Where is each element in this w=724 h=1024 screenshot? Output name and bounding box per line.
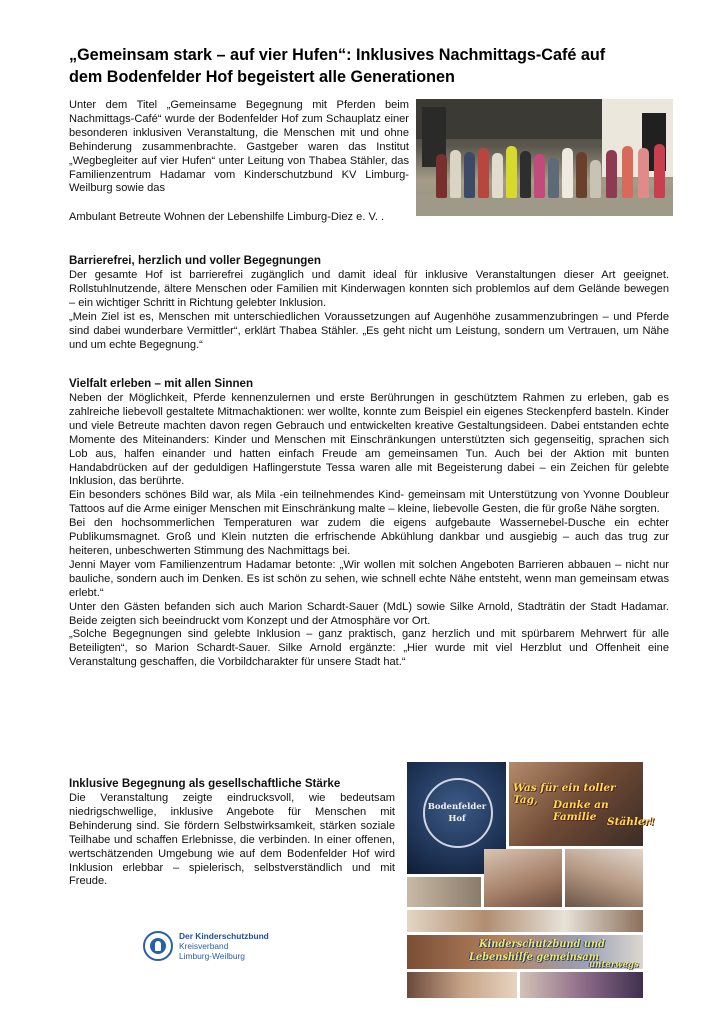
photo-person — [622, 146, 633, 198]
photo-person — [506, 146, 517, 198]
child-protection-icon — [143, 931, 173, 961]
photo-person — [450, 150, 461, 198]
logo-wordmark — [179, 931, 269, 961]
section-inklusive-begegnung — [69, 777, 395, 889]
collage-caption: Kinderschutzbund und — [479, 939, 605, 950]
section-heading: Barrierefrei, herzlich und voller Begegnungen — [69, 254, 321, 267]
photo-person — [436, 154, 447, 198]
section-vielfalt — [69, 377, 669, 670]
group-photo — [416, 99, 673, 216]
photo-person — [534, 154, 545, 198]
shirt-logo-text: Hof — [448, 814, 466, 824]
shirt-logo-text: Bodenfelder — [427, 802, 487, 812]
photo-collage — [407, 762, 655, 998]
article-title — [69, 44, 669, 88]
kinderschutzbund-logo — [143, 931, 313, 961]
collage-photo — [565, 849, 643, 907]
section-paragraph: Neben der Möglichkeit, Pferde kennenzulernen und erste Berührungen in geschütztem Rahmen zu erleben, gab es zahlreiche liebevoll gestaltete Mitmachaktionen: wer wollte, konnte zum Beispiel ein eigenes Steckenpferd basteln. Kinder und viele Betreute machten davon regen Gebrauch und entwickelten kreative Gestaltungsideen. Dabei entstanden echte Momente des Miteinanders: Kinder und Menschen mit Einschränkungen unterstützten sich gegenseitig, sprachen sich Lob aus, halfen einander und hatten einfach Freude am gemeinsamen Tun. Auch bei der Aktion mit bunten Handabdrücken auf der geduldigen Haflingerstute Tessa waren alle mit Begeisterung dabei – ein Zeichen für gelebte Inklusion, das berührte. — [69, 392, 669, 488]
section-paragraph: Bei den hochsommerlichen Temperaturen war zudem die eigens aufgebaute Wassernebel-Dusche ein echter Publikumsmagnet. Groß und Klein nutzten die erfrischende Abkühlung dankbar und ausgiebig – auch das trug zur heiteren, unbeschwerten Stimmung des Nachmittags bei. — [69, 517, 669, 557]
horseshoe-logo-ring — [423, 778, 493, 848]
title-line-2: dem Bodenfelder Hof begeistert alle Generationen — [69, 68, 455, 86]
photo-person — [520, 151, 531, 198]
photo-person — [478, 148, 489, 198]
collage-caption: Was für ein toller Tag, — [513, 782, 616, 806]
collage-caption: Stähler! — [607, 816, 655, 828]
collage-thanks-photo — [509, 762, 655, 846]
collage-photo — [407, 910, 643, 932]
section-paragraph: Die Veranstaltung zeigte eindrucksvoll, wie bedeutsam niedrigschwellige, inklusive Angebote für Menschen mit Behinderung sind. Sie fördern Selbstwirksamkeit, stärken soziale Teilhabe und schaffen Erlebnisse, die verbinden. In einer offenen, wertschätzenden Umgebung wie auf dem Bodenfelder Hof wird Inklusion erlebbar – spielerisch, selbstverständlich und mit Freude. — [69, 792, 395, 888]
section-heading: Vielfalt erleben – mit allen Sinnen — [69, 377, 254, 390]
section-paragraph: „Mein Ziel ist es, Menschen mit unterschiedlichen Voraussetzungen auf Augenhöhe zusammenzubringen – und Pferde sind dabei wunderbare Vermittler“, erklärt Thabea Stähler. „Es geht nicht um Leistung, sondern um Vertrauen, um Nähe und um echte Begegnung.“ — [69, 310, 669, 351]
section-paragraph: Der gesamte Hof ist barrierefrei zugänglich und damit ideal für inklusive Veranstaltungen dieser Art geeignet. Rollstuhlnutzende, ältere Menschen oder Familien mit Kinderwagen konnten sich problemlos auf dem Gelände bewegen – ein wichtiger Schritt in Richtung gelebter Inklusion. — [69, 269, 669, 309]
intro-paragraph: Unter dem Titel „Gemeinsame Begegnung mit Pferden beim Nachmittags-Café“ wurde der Bodenfelder Hof zum Schauplatz einer besonderen inklusiven Veranstaltung, die Menschen mit und ohne Behinderung zusammenbrachte. Gastgeber waren das Institut „Wegbegleiter auf vier Hufen“ unter Leitung von Thabea Stähler, das Familienzentrum Hadamar vom Kinderschutzbund KV Limburg-Weilburg sowie das — [69, 99, 409, 195]
collage-photo — [407, 972, 517, 998]
collage-photo — [484, 849, 562, 907]
photo-person — [562, 148, 573, 198]
photo-person — [548, 158, 559, 198]
logo-line: Kreisverband — [179, 941, 229, 951]
photo-person — [606, 150, 617, 198]
photo-person — [638, 148, 649, 198]
collage-caption: Lebenshilfe gemeinsam — [469, 952, 600, 963]
collage-photo — [407, 877, 481, 907]
section-barrierefrei — [69, 254, 669, 352]
logo-line: Der Kinderschutzbund — [179, 931, 269, 941]
photo-person — [654, 144, 665, 198]
section-paragraph: Jenni Mayer vom Familienzentrum Hadamar betonte: „Wir wollen mit solchen Angeboten Barrieren abbauen – nicht nur bauliche, sondern auch im Denken. Es ist schön zu sehen, wie schnell echte Nähe entsteht, wenn man gemeinsam etwas erlebt.“ — [69, 558, 669, 599]
section-paragraph: Unter den Gästen befanden sich auch Marion Schardt-Sauer (MdL) sowie Silke Arnold, Stadträtin der Stadt Hadamar. Beide zeigten sich beeindruckt vom Konzept und der Atmosphäre vor Ort. — [69, 600, 669, 627]
photo-person — [464, 152, 475, 198]
collage-caption: Danke an Familie — [553, 799, 609, 823]
section-paragraph: „Solche Begegnungen sind gelebte Inklusion – ganz praktisch, ganz herzlich und mit spürbarem Mehrwert für alle Beteiligten“, so Marion Schardt-Sauer. Silke Arnold ergänzte: „Hier wurde mit viel Herzblut und Offenheit eine Veranstaltung geschaffen, die Vorbildcharakter für unsere Stadt hat.“ — [69, 628, 669, 669]
collage-caption: unterwegs — [589, 960, 639, 970]
logo-line: Limburg-Weilburg — [179, 951, 245, 961]
photo-person — [492, 153, 503, 198]
photo-person — [590, 160, 601, 198]
section-heading: Inklusive Begegnung als gesellschaftliche Stärke — [69, 777, 341, 790]
title-line-1: „Gemeinsam stark – auf vier Hufen“: Inklusives Nachmittags-Café auf — [69, 46, 606, 64]
intro-paragraph-tail: Ambulant Betreute Wohnen der Lebenshilfe Limburg-Diez e. V. . — [69, 211, 385, 223]
photo-person — [576, 152, 587, 198]
section-paragraph: Ein besonders schönes Bild war, als Mila -ein teilnehmendes Kind- gemeinsam mit Unterstützung von Yvonne Doubleur Tattoos auf die Arme einiger Menschen mit Einschränkung malte – kleine, liebevolle Gesten, die für große Nähe sorgten. — [69, 489, 669, 516]
collage-photo — [520, 972, 643, 998]
collage-banner-photo — [407, 935, 643, 969]
